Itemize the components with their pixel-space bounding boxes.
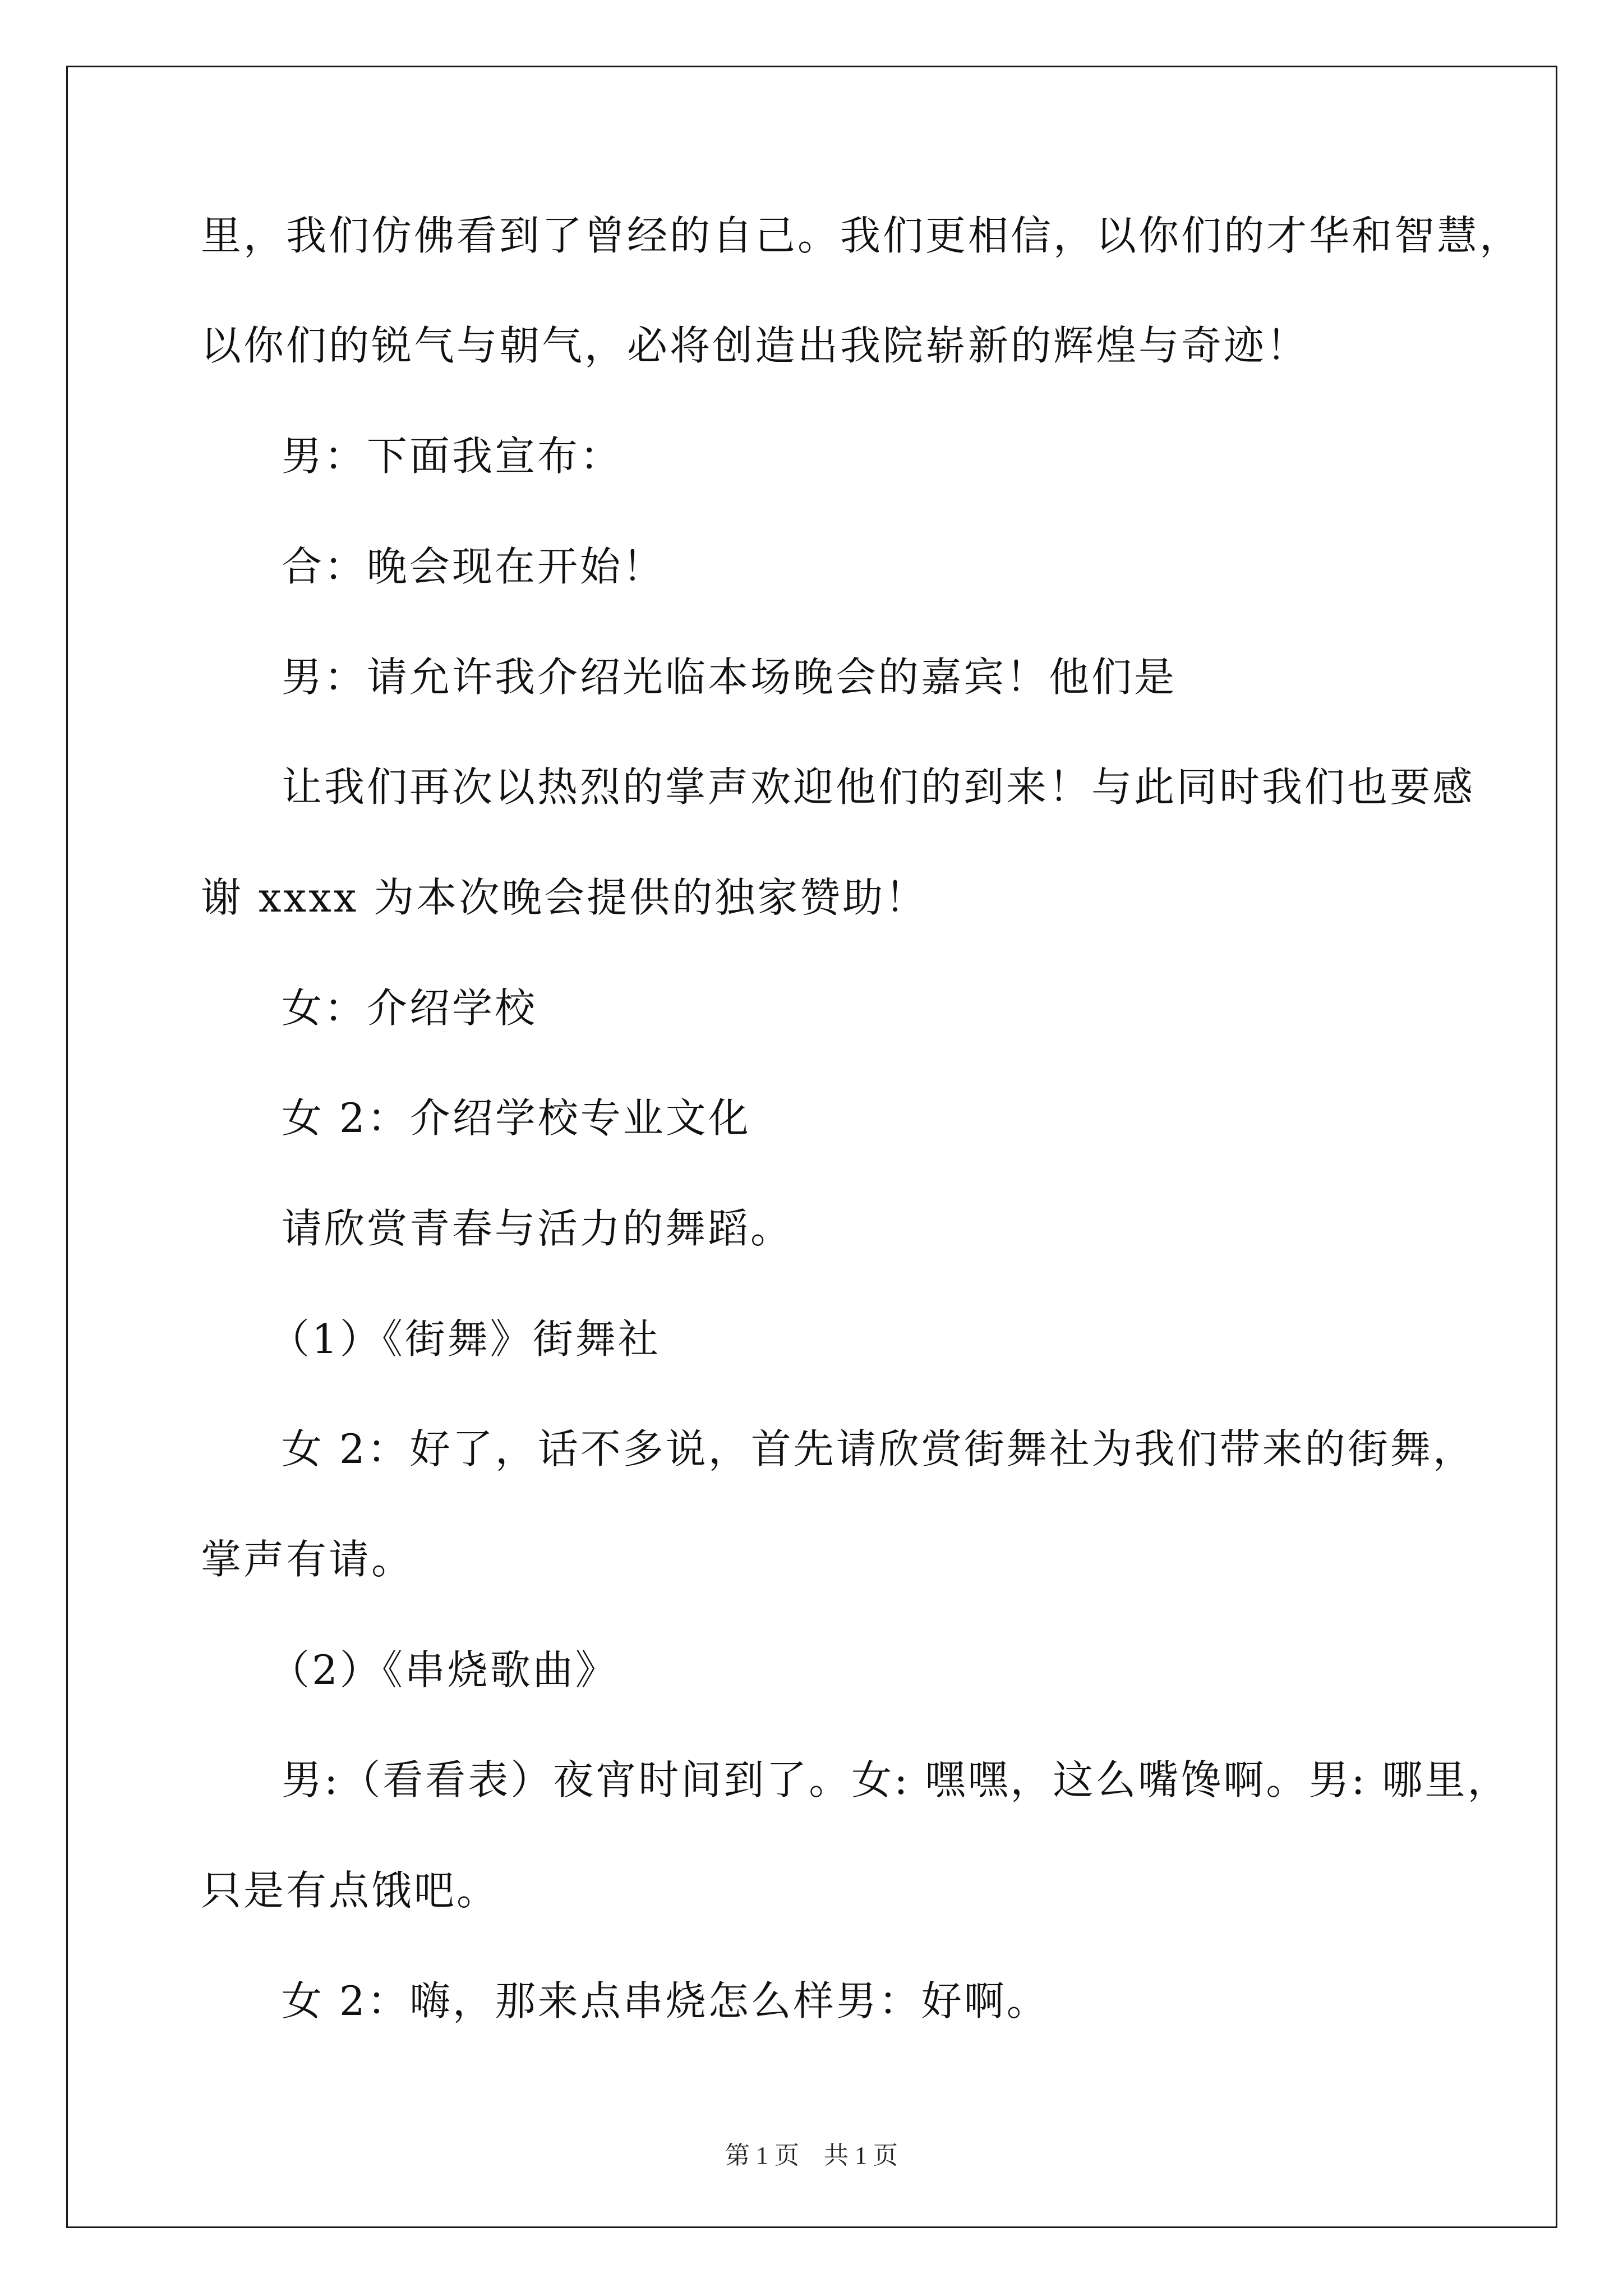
text-line: 让我们再次以热烈的掌声欢迎他们的到来！与此同时我们也要感	[282, 763, 1476, 811]
text-line: 男：请允许我介绍光临本场晚会的嘉宾！他们是	[282, 654, 1177, 701]
text-line: 里，我们仿佛看到了曾经的自己。我们更相信，以你们的才华和智慧，	[201, 212, 1523, 259]
text-line: 女 2：介绍学校专业文化	[282, 1094, 751, 1142]
text-line: 男：下面我宣布：	[282, 432, 623, 480]
text-line: 以你们的锐气与朝气，必将创造出我院崭新的辉煌与奇迹！	[201, 322, 1310, 369]
text-line: 请欣赏青春与活力的舞蹈。	[282, 1205, 794, 1252]
text-line: 女 2：嗨，那来点串烧怎么样男：好啊。	[282, 1977, 1049, 2024]
text-line: 掌声有请。	[201, 1536, 414, 1583]
page-number: 第 1 页 共 1 页	[725, 2142, 898, 2169]
text-line: 女：介绍学校	[282, 984, 538, 1032]
text-line: 只是有点饿吧。	[201, 1867, 500, 1914]
text-line: （1）《街舞》街舞社	[269, 1315, 661, 1363]
text-line: 合：晚会现在开始！	[282, 543, 666, 590]
text-line: 男:（看看表）夜宵时间到了。女: 嘿嘿，这么嘴馋啊。男: 哪里，	[282, 1756, 1510, 1803]
text-line: 谢 xxxx 为本次晚会提供的独家赞助！	[201, 874, 928, 921]
text-line: 女 2：好了，话不多说，首先请欣赏街舞社为我们带来的街舞，	[282, 1425, 1476, 1473]
text-line: （2）《串烧歌曲》	[269, 1646, 618, 1694]
